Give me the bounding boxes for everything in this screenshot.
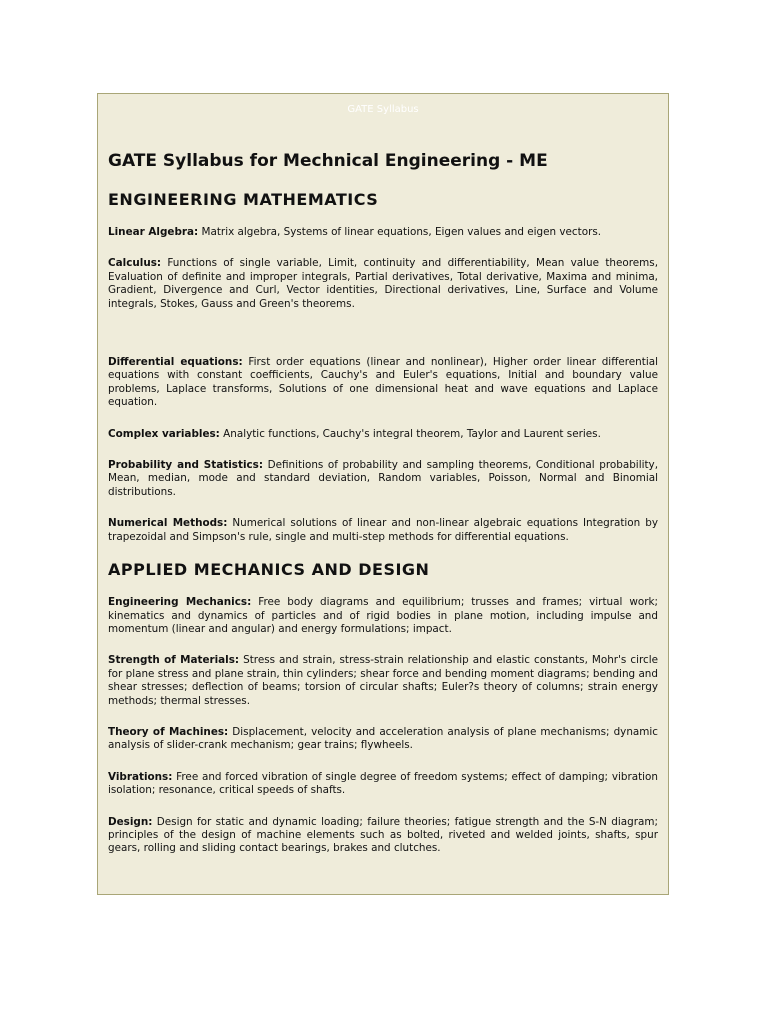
topic-design <box>108 816 658 856</box>
topic-vibrations <box>108 771 658 798</box>
topic-term: Calculus: <box>108 257 162 270</box>
topic-differential-equations <box>108 356 658 410</box>
topic-theory-of-machines <box>108 726 658 753</box>
syllabus-panel <box>97 93 669 895</box>
topic-probability-statistics <box>108 459 658 499</box>
topic-engineering-mechanics <box>108 596 658 636</box>
panel-content <box>108 150 658 856</box>
topic-text: Stress and strain, stress-strain relationship and elastic constants, Mohr's circle for plane stress and plane strain, thin cylinders; shear force and bending moment diagrams; bending and shear stresses; deflection of beams; torsion of circular shafts; Euler?s theory of columns; strain energy methods; thermal stresses. <box>108 654 658 707</box>
section-heading-applied-mechanics: APPLIED MECHANICS AND DESIGN <box>108 560 430 580</box>
topic-numerical-methods <box>108 517 658 544</box>
topic-term: Numerical Methods: <box>108 517 228 530</box>
topic-term: Engineering Mechanics: <box>108 596 252 609</box>
topic-term: Theory of Machines: <box>108 725 229 738</box>
topic-complex-variables <box>108 428 658 441</box>
topic-text: Definitions of probability and sampling theorems, Conditional probability, Mean, median, mode and standard deviation, Random variables, Poisson, Normal and Binomial distributions. <box>108 459 658 498</box>
topic-text: Functions of single variable, Limit, continuity and differentiability, Mean value theorems, Evaluation of definite and improper integrals, Partial derivatives, Total derivative, Maxima and minima, Gradient, Divergence and Curl, Vector identities, Directional derivatives, Line, Surface and Volume integrals, Stokes, Gauss and Green's theorems. <box>108 257 659 310</box>
topic-text: Matrix algebra, Systems of linear equations, Eigen values and eigen vectors. <box>201 226 602 238</box>
topic-term: Probability and Statistics: <box>108 459 264 472</box>
topic-linear-algebra <box>108 226 658 239</box>
topic-term: Complex variables: <box>108 427 220 440</box>
topic-term: Differential equations: <box>108 356 243 369</box>
topic-text: Design for static and dynamic loading; failure theories; fatigue strength and the S-N diagram; principles of the design of machine elements such as bolted, riveted and welded joints, shafts, spur gears, rolling and sliding contact bearings, brakes and clutches. <box>108 815 658 855</box>
topic-text: Numerical solutions of linear and non-linear algebraic equations Integration by trapezoidal and Simpson's rule, single and multi-step methods for differential equations. <box>108 517 659 543</box>
topic-calculus <box>108 257 658 311</box>
topic-term: Vibrations: <box>108 770 173 783</box>
topic-term: Linear Algebra: <box>108 226 199 238</box>
topic-text: First order equations (linear and nonlinear), Higher order linear differential equations with constant coefficients, Cauchy's and Euler's equations, Initial and boundary value problems, Laplace transforms, Solutions of one dimensional heat and wave equations and Laplace equation. <box>108 356 658 409</box>
topic-text: Displacement, velocity and acceleration analysis of plane mechanisms; dynamic analysis of slider-crank mechanism; gear trains; flywheels. <box>108 725 659 752</box>
page-title: GATE Syllabus for Mechnical Engineering - ME <box>108 151 548 171</box>
topic-text: Free body diagrams and equilibrium; trusses and frames; virtual work; kinematics and dynamics of particles and of rigid bodies in plane motion, including impulse and momentum (linear and angular) and energy formulations; impact. <box>108 596 658 635</box>
panel-header-label: GATE Syllabus <box>347 104 419 115</box>
topic-term: Strength of Materials: <box>108 654 240 667</box>
section-heading-engineering-mathematics: ENGINEERING MATHEMATICS <box>108 190 379 209</box>
topic-term: Design: <box>108 815 153 828</box>
topic-strength-of-materials <box>108 654 658 708</box>
topic-text: Free and forced vibration of single degree of freedom systems; effect of damping; vibration isolation; resonance, critical speeds of shafts. <box>108 770 658 797</box>
topic-text: Analytic functions, Cauchy's integral theorem, Taylor and Laurent series. <box>223 427 601 440</box>
